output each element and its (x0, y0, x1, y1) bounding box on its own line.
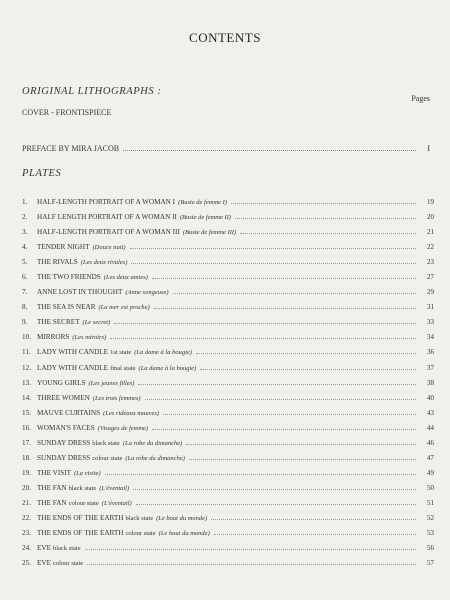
page-title: CONTENTS (189, 30, 261, 45)
plate-row (22, 394, 434, 409)
plate-page: 33 (427, 318, 434, 327)
plate-row (22, 559, 434, 574)
dot-leader (131, 263, 416, 264)
dot-leader (145, 399, 416, 400)
dot-leader (200, 369, 416, 370)
plate-title: THE ENDS OF THE EARTH (37, 529, 124, 538)
plate-row (22, 514, 434, 529)
plate-title: THE SECRET (37, 318, 80, 327)
plate-french-title: (Les miroirs) (72, 334, 107, 342)
plate-number: 23. (22, 529, 31, 538)
plate-row (22, 258, 434, 273)
plate-number: 24. (22, 544, 31, 553)
plate-number: 15. (22, 408, 31, 417)
plate-title: SUNDAY DRESS (37, 438, 91, 447)
plate-row (22, 303, 434, 318)
plate-page: 20 (427, 213, 434, 222)
dot-leader (133, 489, 416, 490)
plate-title: LADY WITH CANDLE (37, 363, 109, 372)
plate-row (22, 228, 434, 243)
plate-page: 50 (427, 483, 434, 492)
plate-row (22, 544, 434, 559)
plate-number: 19. (22, 468, 31, 477)
dot-leader (211, 519, 416, 520)
plate-number: 14. (22, 393, 31, 402)
plate-number: 16. (22, 423, 31, 432)
plate-french-title: (Les rideaux mauves) (103, 409, 160, 417)
plate-french-title: (Visages de femme) (97, 424, 149, 432)
plate-number: 8. (22, 303, 28, 312)
plate-row (22, 484, 434, 499)
plate-number: 10. (22, 333, 31, 342)
dot-leader (87, 564, 416, 565)
dot-leader (105, 474, 416, 475)
plate-title: TENDER NIGHT (37, 243, 90, 252)
plate-row (22, 409, 434, 424)
plate-row (22, 348, 434, 363)
plate-row (22, 243, 434, 258)
plate-title: YOUNG GIRLS (37, 378, 86, 387)
plate-state: black state (52, 545, 81, 553)
plate-page: 51 (427, 498, 434, 507)
dot-leader (240, 233, 416, 234)
pages-column-label: Pages (411, 94, 430, 103)
plate-title: THE FAN (37, 498, 67, 507)
plate-page: 56 (427, 544, 434, 553)
plate-number: 1. (22, 198, 28, 206)
plate-french-title: (La dame à la bougie) (134, 349, 192, 357)
plate-title: ANNE LOST IN THOUGHT (37, 288, 123, 297)
preface-text: PREFACE BY MIRA JACOB (22, 144, 120, 153)
plate-page: 36 (427, 348, 434, 357)
plate-title: EVE (37, 559, 51, 568)
plate-number: 6. (22, 273, 28, 282)
plate-number: 12. (22, 363, 31, 372)
plate-number: 4. (22, 243, 28, 252)
plate-title: MIRRORS (37, 333, 70, 342)
plate-row (22, 454, 434, 469)
plates-heading: PLATES (22, 168, 62, 179)
plate-row (22, 198, 434, 213)
plate-title: THE SEA IS NEAR (37, 303, 96, 312)
preface-page: I (427, 144, 430, 153)
plate-state: colour state (92, 454, 123, 462)
plate-page: 53 (427, 529, 434, 538)
plate-row (22, 379, 434, 394)
plate-title: EVE (37, 544, 51, 553)
plate-title: LADY WITH CANDLE (37, 348, 109, 357)
plate-number: 11. (22, 348, 31, 357)
plate-title: THE RIVALS (37, 258, 78, 267)
dot-leader (123, 150, 416, 151)
plate-page: 29 (427, 288, 434, 297)
plate-state: black state (68, 484, 97, 492)
plate-french-title: (Les trois femmes) (92, 394, 141, 402)
plate-row (22, 439, 434, 454)
plate-number: 25. (22, 559, 31, 568)
plate-title: THE ENDS OF THE EARTH (37, 513, 124, 522)
plate-number: 17. (22, 438, 31, 447)
plate-page: 44 (427, 423, 434, 432)
cover-line: COVER - FRONTISPIECE (22, 108, 112, 117)
plate-row (22, 318, 434, 333)
plate-page: 34 (427, 333, 434, 342)
dot-leader (214, 534, 416, 535)
plate-page: 38 (427, 378, 434, 387)
plate-number: 13. (22, 378, 31, 387)
plate-title: THE VISIT (37, 468, 72, 477)
plate-french-title: (La dame à la bougie) (138, 364, 197, 372)
plate-row (22, 469, 434, 484)
dot-leader (235, 218, 416, 219)
plate-number: 22. (22, 513, 31, 522)
plate-french-title: (Les deux amies) (103, 274, 148, 282)
plate-title: THE TWO FRIENDS (37, 273, 101, 282)
plate-title: THREE WOMEN (37, 393, 90, 402)
dot-leader (186, 444, 416, 445)
plate-page: 40 (427, 393, 434, 402)
plate-row (22, 333, 434, 348)
plate-state: black state (125, 514, 154, 522)
dot-leader (114, 323, 416, 324)
plate-french-title: (La mer est proche) (98, 304, 150, 312)
dot-leader (189, 459, 416, 460)
dot-leader (136, 504, 416, 505)
plate-row (22, 499, 434, 514)
plate-state: 1st state (110, 349, 132, 357)
plates-list (22, 198, 434, 574)
plate-page: 31 (427, 303, 434, 312)
dot-leader (138, 384, 416, 385)
plate-number: 18. (22, 453, 31, 462)
plate-french-title: (Douce nuit) (92, 244, 126, 252)
plate-row (22, 364, 434, 379)
plate-row (22, 424, 434, 439)
plate-title: WOMAN'S FACES (37, 423, 95, 432)
plate-title: SUNDAY DRESS (37, 453, 91, 462)
plate-page: 19 (427, 198, 434, 206)
plate-number: 7. (22, 288, 28, 297)
plate-page: 47 (427, 453, 434, 462)
plate-page: 43 (427, 408, 434, 417)
plate-french-title: (L'éventail) (101, 499, 132, 507)
plate-french-title: (L'éventail) (99, 484, 130, 492)
plate-page: 27 (427, 273, 434, 282)
plate-french-title: (Buste de femme III) (182, 229, 237, 237)
plate-french-title: (Buste de femme I) (178, 199, 227, 206)
original-lithographs-heading: ORIGINAL LITHOGRAPHS : (22, 86, 162, 97)
plate-row (22, 273, 434, 288)
dot-leader (163, 414, 416, 415)
dot-leader (154, 308, 416, 309)
plate-page: 23 (427, 258, 434, 267)
plate-french-title: (La robe du dimanche) (125, 454, 185, 462)
plate-state: colour state (125, 530, 156, 538)
plate-page: 22 (427, 243, 434, 252)
plate-french-title: (Le bout du monde) (158, 530, 210, 538)
plate-french-title: (Anne songeuse) (125, 289, 169, 297)
plate-state: final state (110, 364, 136, 372)
plate-page: 21 (427, 228, 434, 237)
dot-leader (173, 293, 416, 294)
plate-french-title: (Les deux rivales) (80, 259, 128, 267)
plate-title: MAUVE CURTAINS (37, 408, 101, 417)
plate-number: 3. (22, 228, 28, 237)
plate-title: HALF-LENGTH PORTRAIT OF A WOMAN III (37, 228, 180, 237)
plate-page: 37 (427, 363, 434, 372)
plate-title: THE FAN (37, 483, 67, 492)
plate-french-title: (Le secret) (82, 319, 111, 327)
dot-leader (130, 248, 416, 249)
dot-leader (196, 353, 416, 354)
plate-number: 9. (22, 318, 28, 327)
plate-title: HALF-LENGTH PORTRAIT OF A WOMAN I (37, 198, 176, 206)
preface-line (22, 144, 430, 153)
dot-leader (152, 429, 416, 430)
plate-title: HALF LENGTH PORTRAIT OF A WOMAN II (37, 213, 177, 222)
plate-french-title: (Les jeunes filles) (88, 379, 135, 387)
plate-french-title: (Le bout du monde) (156, 514, 208, 522)
plate-page: 57 (427, 559, 434, 568)
plate-number: 20. (22, 483, 31, 492)
dot-leader (231, 203, 416, 204)
plate-french-title: (Buste de femme II) (179, 214, 231, 222)
dot-leader (110, 338, 416, 339)
plate-row (22, 529, 434, 544)
plate-page: 46 (427, 438, 434, 447)
plate-number: 21. (22, 498, 31, 507)
dot-leader (152, 278, 416, 279)
plate-french-title: (La visite) (74, 469, 101, 477)
plate-state: colour state (52, 560, 84, 568)
dot-leader (85, 549, 416, 550)
plate-page: 49 (427, 468, 434, 477)
plate-number: 5. (22, 258, 28, 267)
plate-number: 2. (22, 213, 28, 222)
plate-state: colour state (68, 499, 99, 507)
plate-french-title: (La robe du dimanche) (122, 439, 183, 447)
plate-page: 52 (427, 513, 434, 522)
plate-row (22, 213, 434, 228)
plate-state: black state (92, 439, 120, 447)
plate-row (22, 288, 434, 303)
